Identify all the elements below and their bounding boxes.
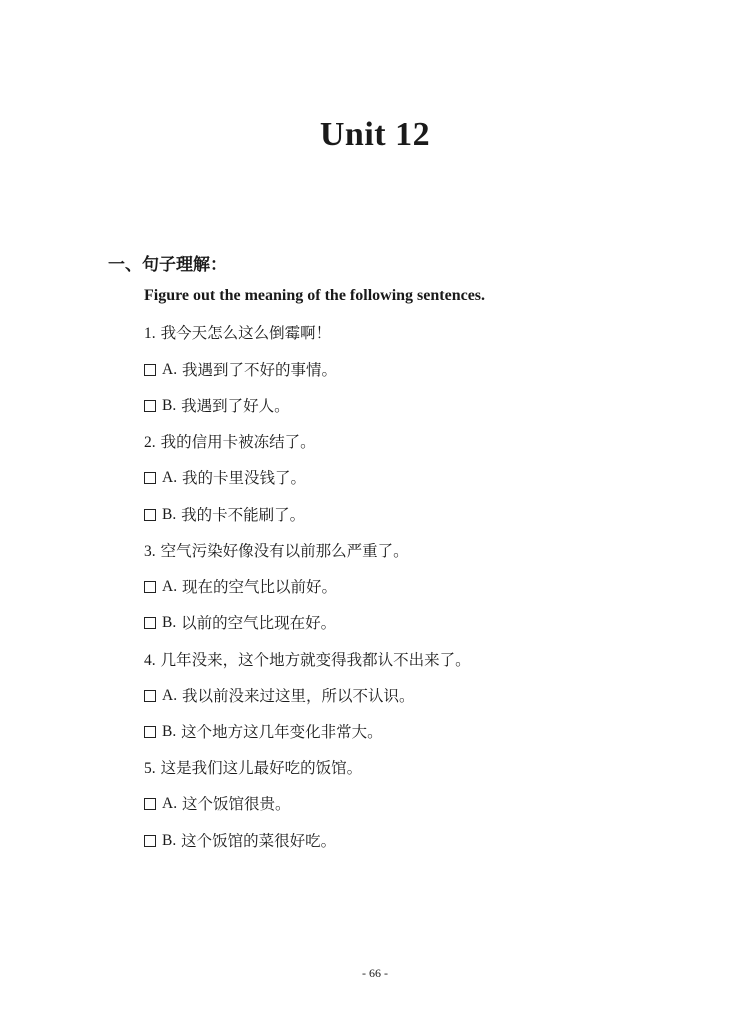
question-number: 1. bbox=[144, 325, 156, 342]
question-text: 几年没来，这个地方就变得我都认不出来了。 bbox=[160, 651, 471, 669]
option-text: 这个地方这几年变化非常大。 bbox=[181, 723, 383, 741]
question-text: 空气污染好像没有以前那么严重了。 bbox=[160, 542, 409, 560]
option-5a[interactable] bbox=[144, 793, 291, 815]
option-letter: A. bbox=[162, 469, 178, 486]
option-4a[interactable] bbox=[144, 685, 415, 707]
checkbox[interactable] bbox=[144, 726, 156, 738]
option-letter: A. bbox=[162, 361, 178, 378]
option-text: 这个饭馆很贵。 bbox=[182, 795, 291, 813]
option-letter: B. bbox=[162, 832, 177, 849]
option-1a[interactable] bbox=[144, 359, 337, 381]
checkbox[interactable] bbox=[144, 617, 156, 629]
option-2a[interactable] bbox=[144, 467, 306, 489]
option-text: 我遇到了好人。 bbox=[181, 397, 290, 415]
option-1b[interactable] bbox=[144, 395, 290, 417]
option-text: 我的卡里没钱了。 bbox=[182, 469, 307, 487]
question-number: 4. bbox=[144, 652, 156, 669]
question-number: 5. bbox=[144, 760, 156, 777]
checkbox[interactable] bbox=[144, 581, 156, 593]
checkbox[interactable] bbox=[144, 509, 156, 521]
page-number: - 66 - bbox=[362, 966, 388, 980]
question-text: 我的信用卡被冻结了。 bbox=[160, 433, 316, 451]
option-3b[interactable] bbox=[144, 612, 336, 634]
option-4b[interactable] bbox=[144, 721, 383, 743]
checkbox[interactable] bbox=[144, 798, 156, 810]
question-1 bbox=[144, 322, 331, 344]
option-3a[interactable] bbox=[144, 576, 337, 598]
checkbox[interactable] bbox=[144, 364, 156, 376]
page-title: Unit 12 bbox=[319, 116, 431, 153]
instruction: Figure out the meaning of the following sentences. bbox=[144, 287, 486, 304]
option-letter: A. bbox=[162, 578, 178, 595]
question-number: 3. bbox=[144, 543, 156, 560]
option-letter: B. bbox=[162, 397, 177, 414]
option-2b[interactable] bbox=[144, 504, 305, 526]
option-text: 我遇到了不好的事情。 bbox=[182, 361, 338, 379]
option-letter: B. bbox=[162, 614, 177, 631]
question-text: 这是我们这儿最好吃的饭馆。 bbox=[160, 759, 363, 777]
option-5b[interactable] bbox=[144, 830, 336, 852]
question-text: 我今天怎么这么倒霉啊！ bbox=[160, 324, 332, 342]
option-letter: B. bbox=[162, 506, 177, 523]
option-text: 现在的空气比以前好。 bbox=[182, 578, 338, 596]
question-number: 2. bbox=[144, 434, 156, 451]
checkbox[interactable] bbox=[144, 400, 156, 412]
option-text: 我以前没来过这里，所以不认识。 bbox=[182, 687, 415, 705]
option-letter: A. bbox=[162, 795, 178, 812]
checkbox[interactable] bbox=[144, 472, 156, 484]
question-3 bbox=[144, 540, 409, 562]
question-5 bbox=[144, 757, 362, 779]
checkbox[interactable] bbox=[144, 835, 156, 847]
option-text: 我的卡不能刷了。 bbox=[181, 506, 306, 524]
option-letter: B. bbox=[162, 723, 177, 740]
option-letter: A. bbox=[162, 687, 178, 704]
checkbox[interactable] bbox=[144, 690, 156, 702]
question-4 bbox=[144, 649, 471, 671]
section-title: 一、句子理解： bbox=[108, 255, 227, 275]
question-2 bbox=[144, 431, 316, 453]
option-text: 以前的空气比现在好。 bbox=[181, 614, 337, 632]
option-text: 这个饭馆的菜很好吃。 bbox=[181, 832, 337, 850]
